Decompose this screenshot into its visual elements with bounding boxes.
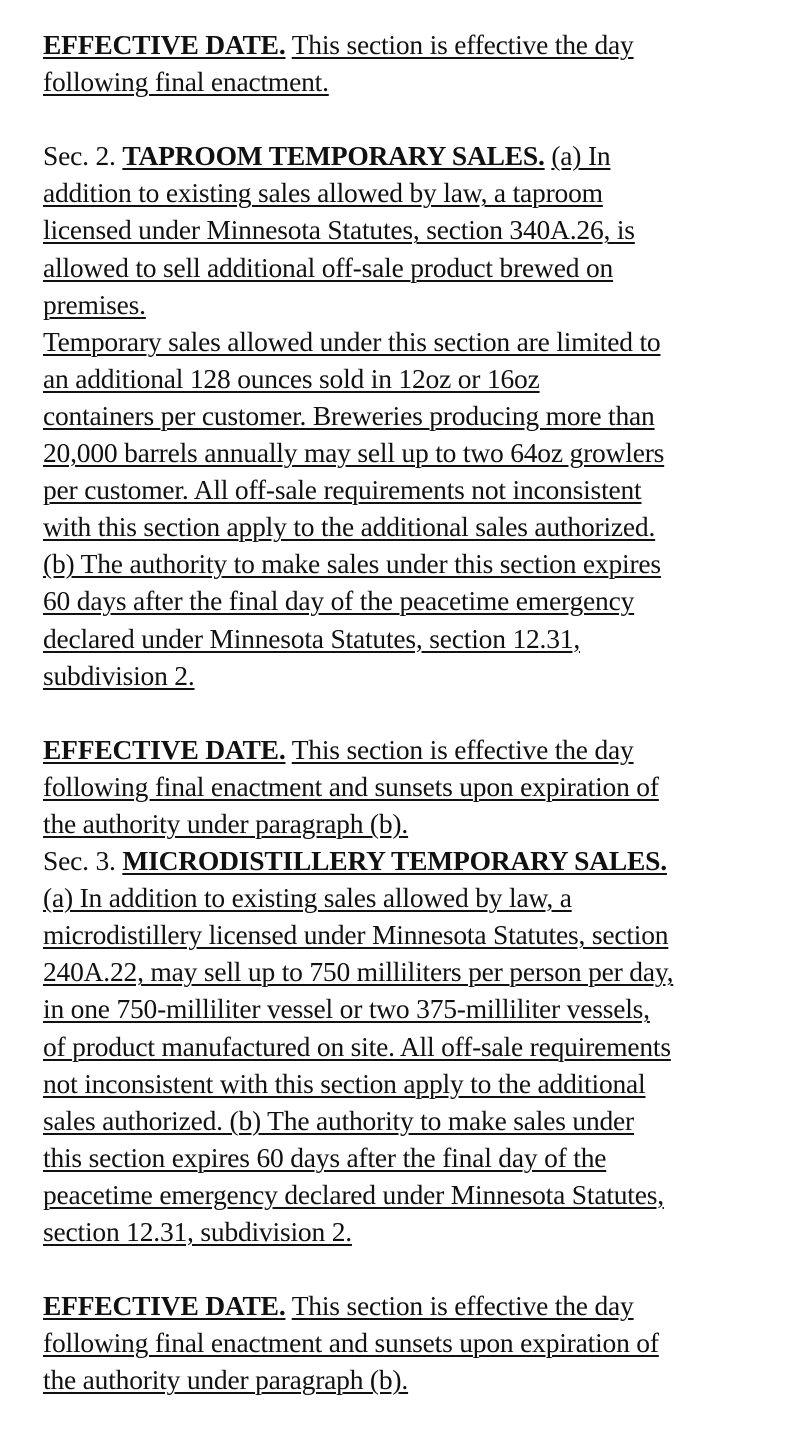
text-line — [43, 1139, 773, 1176]
text-line — [43, 174, 773, 211]
body-text: the authority under paragraph (b). — [43, 807, 409, 839]
text-line — [43, 286, 773, 323]
bold-heading-text: TAPROOM TEMPORARY SALES. — [122, 140, 545, 172]
text-line — [43, 360, 773, 397]
body-text: (b) The authority to make sales under this section expires — [43, 548, 661, 580]
body-text: the authority under paragraph (b). — [43, 1364, 409, 1396]
text-line — [43, 1176, 773, 1213]
body-text: (a) In addition to existing sales allowed by law, a — [43, 882, 572, 914]
body-text: declared under Minnesota Statutes, section 12.31, — [43, 622, 581, 654]
body-text: allowed to sell additional off-sale product brewed on — [43, 251, 614, 283]
text-block — [43, 137, 773, 693]
body-text: per customer. All off-sale requirements not inconsistent — [43, 474, 642, 506]
text-line — [43, 137, 773, 174]
body-text: Sec. 3. — [43, 845, 123, 877]
body-text: in one 750-milliliter vessel or two 375-milliliter vessels, — [43, 993, 650, 1025]
body-text: This section is effective the day — [291, 1290, 634, 1322]
text-line — [43, 805, 773, 842]
text-block — [43, 26, 773, 100]
text-line — [43, 211, 773, 248]
text-line — [43, 249, 773, 286]
text-line — [43, 397, 773, 434]
text-line — [43, 26, 773, 63]
text-line — [43, 842, 773, 879]
text-line — [43, 953, 773, 990]
text-line — [43, 63, 773, 100]
body-text: with this section apply to the additional sales authorized. — [43, 511, 656, 543]
text-line — [43, 1102, 773, 1139]
body-text: following final enactment and sunsets upon expiration of — [43, 770, 659, 802]
text-line — [43, 731, 773, 768]
bold-heading-text: EFFECTIVE DATE. — [43, 29, 286, 60]
text-line — [43, 657, 773, 694]
body-text: peacetime emergency declared under Minnesota Statutes, — [43, 1178, 664, 1210]
body-text: licensed under Minnesota Statutes, section 340A.26, is — [43, 214, 635, 246]
body-text: microdistillery licensed under Minnesota Statutes, section — [43, 919, 669, 951]
paragraph-gap — [43, 100, 773, 137]
body-text: This section is effective the day — [291, 29, 634, 60]
text-line — [43, 879, 773, 916]
text-block — [43, 1287, 773, 1398]
body-text: 20,000 barrels annually may sell up to two 64oz growlers — [43, 437, 665, 469]
body-text: (a) In — [551, 140, 611, 172]
body-text: Temporary sales allowed under this section are limited to — [43, 325, 661, 357]
bold-heading-text: MICRODISTILLERY TEMPORARY SALES. — [122, 845, 667, 877]
body-text: following final enactment. — [43, 66, 329, 98]
body-text: this section expires 60 days after the final day of the — [43, 1141, 607, 1173]
bold-heading-text: EFFECTIVE DATE. — [43, 1290, 286, 1322]
body-text: sales authorized. (b) The authority to make sales under — [43, 1104, 635, 1136]
text-line — [43, 990, 773, 1027]
text-line — [43, 768, 773, 805]
text-line — [43, 471, 773, 508]
text-line — [43, 1065, 773, 1102]
body-text: premises. — [43, 288, 146, 320]
text-line — [43, 434, 773, 471]
text-line — [43, 1028, 773, 1065]
body-text: Sec. 2. — [43, 140, 123, 172]
body-text: not inconsistent with this section apply to the additional — [43, 1067, 646, 1099]
body-text: of product manufactured on site. All off-sale requirements — [43, 1030, 671, 1062]
text-line — [43, 508, 773, 545]
body-text: addition to existing sales allowed by law, a taproom — [43, 177, 603, 209]
text-line — [43, 323, 773, 360]
text-line — [43, 582, 773, 619]
body-text: section 12.31, subdivision 2. — [43, 1216, 352, 1247]
text-line — [43, 916, 773, 953]
body-text: This section is effective the day — [291, 733, 634, 765]
text-line — [43, 545, 773, 582]
text-block — [43, 731, 773, 1250]
body-text: an additional 128 ounces sold in 12oz or 16oz — [43, 362, 540, 394]
text-line — [43, 1324, 773, 1361]
paragraph-gap — [43, 694, 773, 731]
body-text: containers per customer. Breweries producing more than — [43, 399, 655, 431]
document-body — [43, 26, 773, 1398]
body-text: 60 days after the final day of the peacetime emergency — [43, 585, 635, 617]
text-line — [43, 620, 773, 657]
body-text: following final enactment and sunsets upon expiration of — [43, 1327, 659, 1359]
bold-heading-text: EFFECTIVE DATE. — [43, 733, 286, 765]
text-line — [43, 1213, 773, 1250]
text-line — [43, 1361, 773, 1398]
text-line — [43, 1287, 773, 1324]
body-text: 240A.22, may sell up to 750 milliliters per person per day, — [43, 956, 674, 988]
paragraph-gap — [43, 1250, 773, 1287]
body-text: subdivision 2. — [43, 659, 195, 691]
